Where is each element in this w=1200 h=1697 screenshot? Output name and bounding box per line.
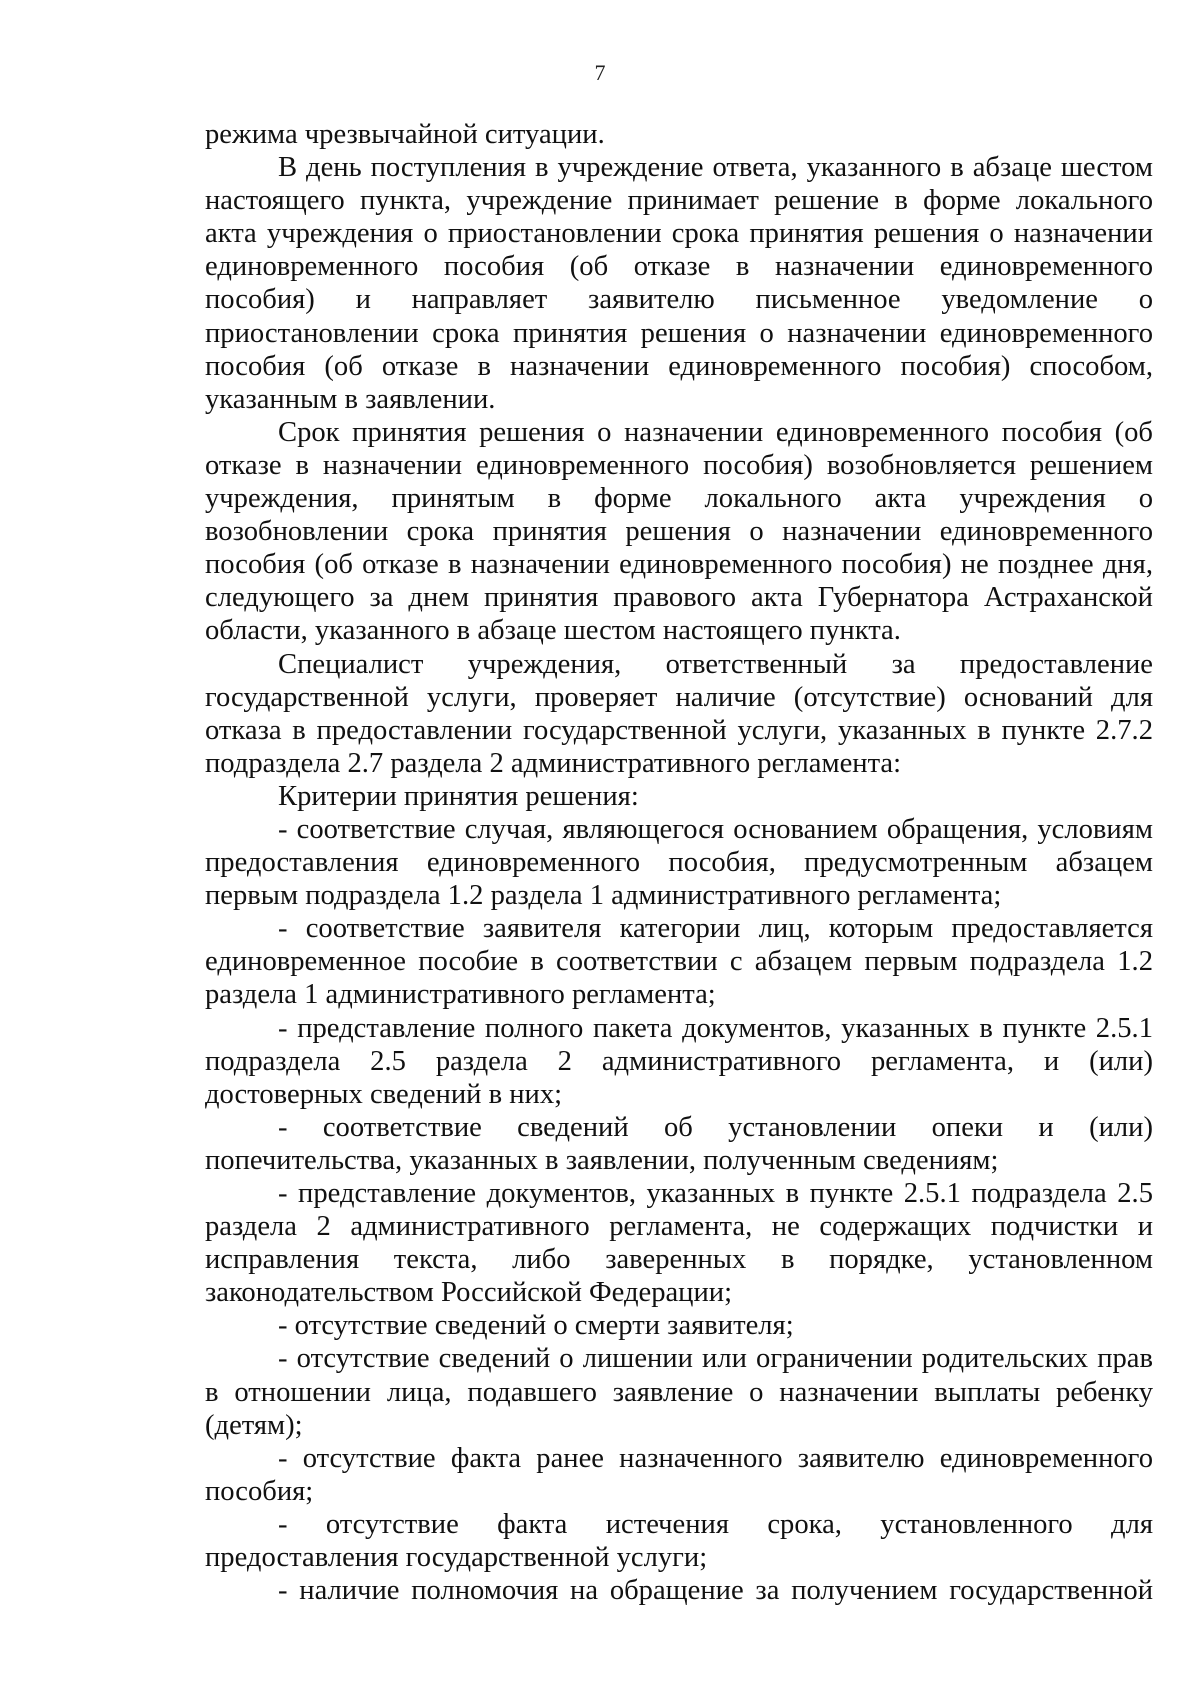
criteria-item: - соответствие случая, являющегося основанием обращения, условиям предоставления единовременного пособия, предусмотренным абзацем первым подраздела 1.2 раздела 1 административного регламента; <box>205 813 1153 912</box>
criteria-item: - соответствие сведений об установлении опеки и (или) попечительства, указанных в заявлении, полученным сведениям; <box>205 1111 1153 1176</box>
paragraph-1: режима чрезвычайной ситуации. <box>205 119 605 150</box>
criteria-item: - соответствие заявителя категории лиц, которым предоставляется единовременное пособие в соответствии с абзацем первым подраздела 1.2 раздела 1 административного регламента; <box>205 913 1153 1011</box>
criteria-item: - отсутствие сведений о смерти заявителя; <box>278 1310 794 1342</box>
criteria-item: - представление полного пакета документов, указанных в пункте 2.5.1 подраздела 2.5 раздела 2 административного регламента, и (или) достоверных сведений в них; <box>205 1012 1153 1110</box>
paragraph-4: Специалист учреждения, ответственный за предоставление государственной услуги, проверяет наличие (отсутствие) оснований для отказа в предоставлении государственной услуги, указанных в пункте 2.7.2 подраздела 2.7 раздела 2 административного регламента: <box>205 648 1153 779</box>
criteria-item: - отсутствие сведений о лишении или ограничении родительских прав в отношении лица, подавшего заявление о назначении выплаты ребенку (детям); <box>205 1343 1153 1441</box>
paragraph-3: Срок принятия решения о назначении единовременного пособия (об отказе в назначении единовременного пособия) возобновляется решением учреждения, принятым в форме локального акта учреждения о возобновлении срока принятия решения о назначении единовременного пособия (об отказе в назначении единовременного пособия) не позднее дня, следующего за днем принятия правового акта Губернатора Астраханской области, указанного в абзаце шестом настоящего пункта. <box>205 416 1153 647</box>
criteria-heading: Критерии принятия решения: <box>278 780 639 812</box>
paragraph-2: В день поступления в учреждение ответа, указанного в абзаце шестом настоящего пункта, учреждение принимает решение в форме локального акта учреждения о приостановлении срока принятия решения о назначении единовременного пособия (об отказе в назначении единовременного пособия) и направляет заявителю письменное уведомление о приостановлении срока принятия решения о назначении единовременного пособия (об отказе в назначении единовременного пособия) способом, указанным в заявлении. <box>205 152 1153 415</box>
criteria-item-continued: - наличие полномочия на обращение за получением государственной <box>278 1575 1153 1607</box>
criteria-item: - отсутствие факта истечения срока, установленного для предоставления государственной услуги; <box>205 1508 1153 1574</box>
criteria-item: - представление документов, указанных в пункте 2.5.1 подраздела 2.5 раздела 2 административного регламента, не содержащих подчистки и исправления текста, либо заверенных в порядке, установленном законодательством Российской Федерации; <box>205 1178 1153 1309</box>
document-body <box>205 118 1153 1607</box>
page-number: 7 <box>594 60 606 85</box>
criteria-item: - отсутствие факта ранее назначенного заявителю единовременного пособия; <box>205 1442 1153 1507</box>
